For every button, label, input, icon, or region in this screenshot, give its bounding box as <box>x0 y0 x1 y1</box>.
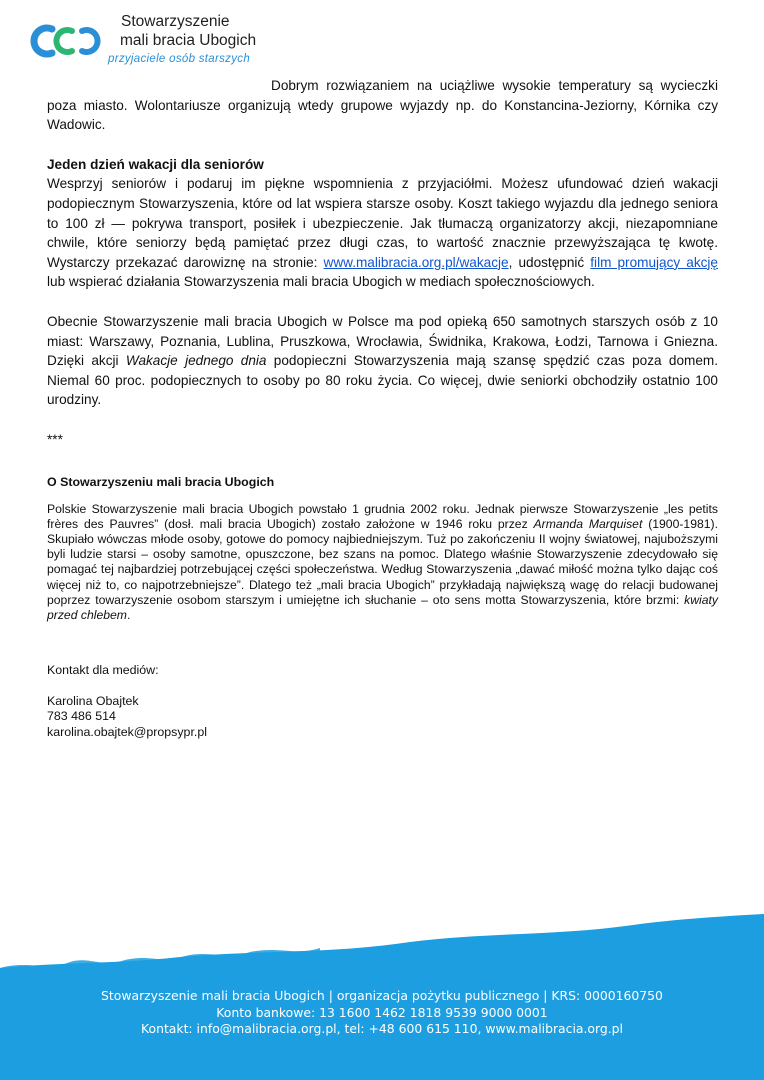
stats-text-after: podopieczni Stowarzyszenia mają szansę spędzić czas poza domem. Niemal 60 proc. podopiecznych to osoby po 80 roku życia. Co więcej, dwie seniorki obchodziły ostatnio 100 urodziny. <box>47 353 718 408</box>
promo-film-link[interactable]: film promujący akcję <box>590 254 718 270</box>
founder-name: Armanda Marquiset <box>533 516 643 531</box>
media-contact <box>47 663 718 740</box>
motto: kwiaty przed chlebem <box>47 592 718 622</box>
org-name <box>120 12 256 50</box>
org-logo <box>30 10 270 68</box>
stats-paragraph <box>47 312 718 410</box>
section-day-heading: Jeden dzień wakacji dla seniorów <box>47 156 264 172</box>
footer <box>0 910 764 1080</box>
org-name-line1: Stowarzyszenie <box>121 13 230 30</box>
wakacje-link[interactable]: www.malibracia.org.pl/wakacje <box>323 254 509 270</box>
section-day-text: Wesprzyj seniorów i podaruj im piękne wspomnienia z przyjaciółmi. Możesz ufundować dzień wakacji podopiecznym Stowarzyszenia, które od lat wspiera starsze osoby. Koszt takiego wyjazdu dla jednego seniora to 100 zł — pokrywa transport, posiłek i ubezpieczenie. Jak tłumaczą organizatorzy akcji, niezapomniane chwile, które seniorzy będą pamiętać przez długi czas, to wartość znacznie przewyższająca tę kwotę. Wystarczy przekazać darowiznę na stronie: <box>47 176 718 270</box>
contact-phone: 783 486 514 <box>47 709 116 724</box>
about-heading: O Stowarzyszeniu mali bracia Ubogich <box>47 474 275 489</box>
section-day-paragraph <box>47 174 718 292</box>
section-day-text-after: lub wspierać działania Stowarzyszenia mali bracia Ubogich w mediach społecznościowych. <box>47 274 595 290</box>
contact-label: Kontakt dla mediów: <box>47 663 159 678</box>
footer-line3: Kontakt: info@malibracia.org.pl, tel: +48 600 615 110, www.malibracia.org.pl <box>141 1021 623 1036</box>
campaign-name: Wakacje jednego dnia <box>125 353 267 369</box>
org-name-line2: mali bracia Ubogich <box>120 32 257 49</box>
about-text-1: Polskie Stowarzyszenie mali bracia Ubogich powstało 1 grudnia 2002 roku. Jednak pierwsze Stowarzyszenie „les petits frères des Pauvres” (dosł. mali bracia Ubogich) zostało założone w 1946 roku przez <box>47 501 718 531</box>
contact-name: Karolina Obajtek <box>47 693 139 708</box>
about-text-3: . <box>126 607 131 622</box>
document-body <box>47 76 718 741</box>
separator: *** <box>47 431 63 447</box>
about-text-2: (1900-1981). Skupiało wówczas młode osoby, gotowe do pomocy najbiedniejszym. Tuż po zakończeniu II wojny światowej, najuboższymi byli ludzie starsi – osoby samotne, opuszczone, bez szans na pomoc. Dlatego właśnie Stowarzyszenie zdecydowało się pomagać tej najbardziej potrzebującej części społeczeństwa. Według Stowarzyszenia „dawać miłość można tylko dając coś więcej niż to, co najpotrzebniejsze”. Dlatego też „mali bracia Ubogich” przykładają największą wagę do relacji budowanej poprzez towarzyszenie osobom starszym i umiejętne ich słuchanie – oto sens motta Stowarzyszenia, które brzmi: <box>47 516 718 607</box>
contact-email[interactable]: karolina.obajtek@propsypr.pl <box>47 724 207 739</box>
footer-line2: Konto bankowe: 13 1600 1462 1818 9539 9000 0001 <box>216 1004 548 1020</box>
intro-paragraph: Dobrym rozwiązaniem na uciążliwe wysokie temperatury są wycieczki poza miasto. Wolontariusze organizują wtedy grupowe wyjazdy np. do Konstancina-Jeziorny, Kórnika czy Wadowic. <box>47 78 718 133</box>
logo-circles-icon <box>30 24 102 58</box>
footer-text <box>0 988 764 1038</box>
org-tagline: przyjaciele osób starszych <box>108 53 251 65</box>
about-paragraph <box>47 502 718 624</box>
stats-text: Obecnie Stowarzyszenie mali bracia Ubogich w Polsce ma pod opieką 650 samotnych starszych osób z 10 miast: Warszawy, Poznania, Lublina, Pruszkowa, Wrocławia, Świdnika, Krakowa, Łodzi, Tarnowa i Gniezna. Dzięki akcji <box>47 313 718 369</box>
footer-line1: Stowarzyszenie mali bracia Ubogich | organizacja pożytku publicznego | KRS: 0000160750 <box>101 988 663 1003</box>
section-day-text-middle: , udostępnić <box>508 254 591 270</box>
